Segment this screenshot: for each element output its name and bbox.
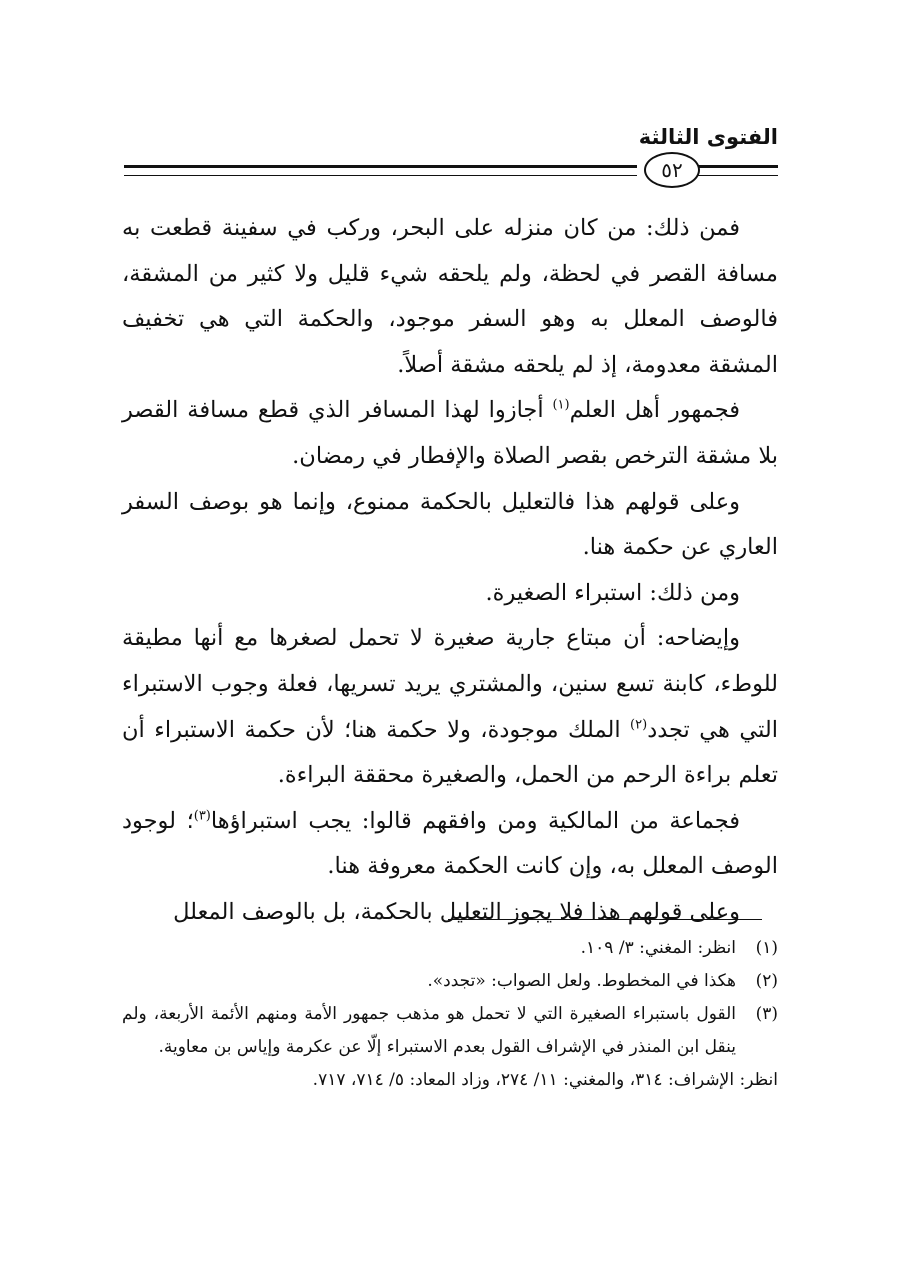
footnote-ref[interactable]: (٢): [630, 717, 648, 733]
footnote-ref[interactable]: (٣): [193, 808, 211, 824]
footnote-number: (٢): [755, 971, 778, 991]
running-title: الفتوى الثالثة: [638, 125, 778, 149]
footnote: [122, 965, 778, 998]
paragraph-text: وإيضاحه: أن مبتاع جارية صغيرة لا تحمل لصغرها مع أنها مطيقة للوطء، كابنة تسع سنين، والمشتري يريد تسريها، فعلة وجوب الاستبراء التي هي تجدد: [122, 625, 778, 743]
paragraph-text: ؛ لوجود الوصف المعلل به، وإن كانت الحكمة معروفة هنا.: [122, 807, 778, 880]
footnotes: [122, 932, 778, 1097]
paragraph: وعلى قولهم هذا فالتعليل بالحكمة ممنوع، وإنما هو بوصف السفر العاري عن حكمة هنا.: [122, 488, 778, 561]
footnote-text: انظر: المغني: ٣/ ١٠٩.: [580, 938, 736, 958]
footnote-source: انظر: الإشراف: ٣١٤، والمغني: ١١/ ٢٧٤، وزاد المعاد: ٥/ ٧١٤، ٧١٧.: [312, 1070, 778, 1090]
footnote: [122, 932, 778, 965]
footnote-text: هكذا في المخطوط. ولعل الصواب: «تجدد».: [427, 971, 736, 991]
footnote: [122, 998, 778, 1064]
paragraph: وعلى قولهم هذا فلا يجوز التعليل بالحكمة، بل بالوصف المعلل: [173, 898, 740, 925]
paragraph-text: فجمهور أهل العلم: [569, 397, 740, 424]
footnote-number: (١): [755, 938, 778, 958]
footnote-text: القول باستبراء الصغيرة التي لا تحمل هو مذهب جمهور الأمة ومنهم الأئمة الأربعة، ولم ينقل ابن المنذر في الإشراف القول بعدم الاستبراء إلّا عن عكرمة وإياس بن معاوية.: [122, 1004, 736, 1057]
footnote-number: (٣): [755, 1004, 778, 1024]
paragraph-text: أجازوا لهذا المسافر الذي قطع مسافة القصر بلا مشقة الترخص بقصر الصلاة والإفطار في رمضان.: [122, 397, 778, 469]
page-number: ٥٢: [644, 152, 700, 188]
paragraph: فمن ذلك: من كان منزله على البحر، وركب في سفينة قطعت به مسافة القصر في لحظة، ولم يلحقه شيء قليل ولا كثير من المشقة، فالوصف المعلل به وهو السفر موجود، والحكمة التي هي تخفيف المشقة معدومة، إذ لم يلحقه مشقة أصلاً.: [122, 215, 778, 378]
paragraph-text: فجماعة من المالكية ومن وافقهم قالوا: يجب استبراؤها: [210, 807, 740, 834]
page-header: [122, 125, 778, 185]
header-rule-left: [124, 165, 637, 176]
main-text: [122, 206, 778, 936]
paragraph: ومن ذلك: استبراء الصغيرة.: [485, 579, 740, 606]
paragraph: [122, 616, 778, 798]
header-rule-right: [698, 165, 778, 176]
footnote-ref[interactable]: (١): [552, 397, 570, 413]
paragraph-text: الملك موجودة، ولا حكمة هنا؛ لأن حكمة الاستبراء أن تعلم براءة الرحم من الحمل، والصغيرة محققة البراءة.: [122, 716, 778, 789]
paragraph: [122, 388, 778, 479]
paragraph: [122, 799, 778, 890]
footnote-separator: [448, 919, 762, 920]
